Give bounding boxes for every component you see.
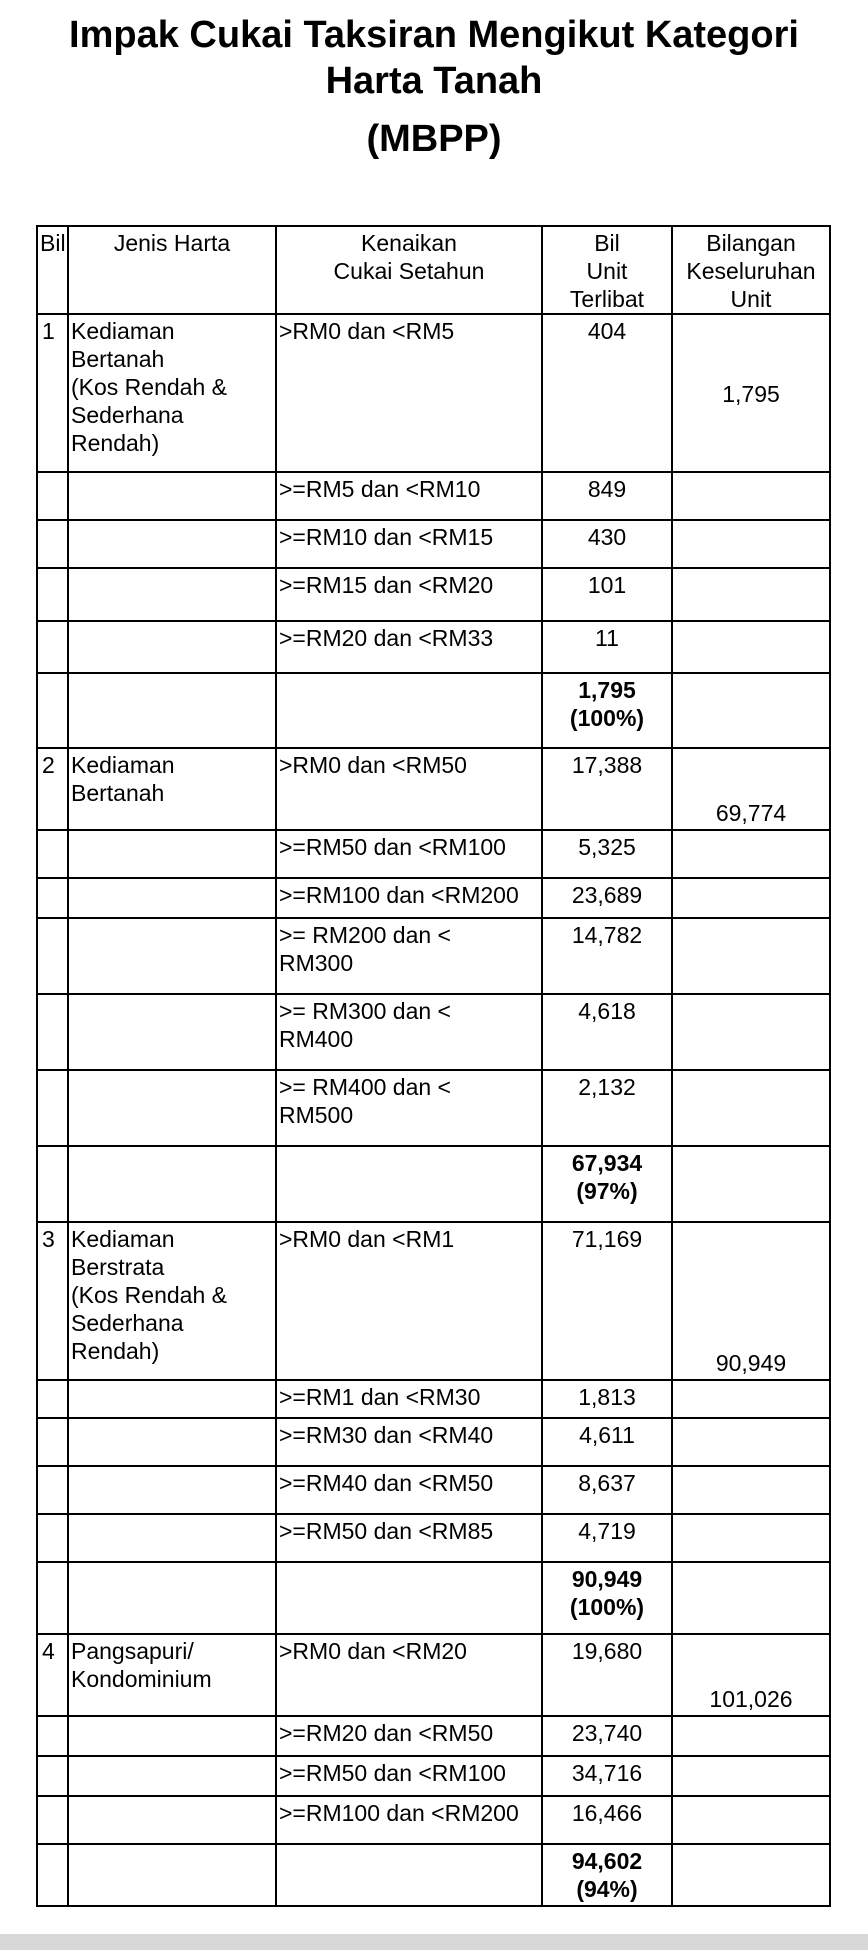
cell-bil	[37, 673, 68, 748]
subtotal-value: 90,949 (100%)	[542, 1562, 672, 1634]
cell-bil	[37, 918, 68, 994]
cell-kenaikan-cukai: >=RM10 dan <RM15	[276, 520, 542, 568]
cell-bil	[37, 1514, 68, 1562]
cell-bil-unit: 5,325	[542, 830, 672, 878]
subtotal-value: 67,934 (97%)	[542, 1146, 672, 1222]
cell-jenis-harta	[68, 1466, 276, 1514]
cell-jenis-harta: Pangsapuri/ Kondominium	[68, 1634, 276, 1716]
cell-bilangan-keseluruhan	[672, 1796, 830, 1844]
cell-bil-unit: 23,740	[542, 1716, 672, 1756]
header-row	[37, 226, 830, 314]
cell-kenaikan-cukai: >=RM15 dan <RM20	[276, 568, 542, 621]
cell-bil-unit: 19,680	[542, 1634, 672, 1716]
cell-bil: 4	[37, 1634, 68, 1716]
cell-bilangan-keseluruhan	[672, 1756, 830, 1796]
cell-jenis-harta	[68, 878, 276, 918]
cell-bil	[37, 1844, 68, 1906]
header-bilangan-keseluruhan-unit: Bilangan Keseluruhan Unit	[672, 226, 830, 314]
tax-impact-table	[36, 225, 831, 1907]
cell-kenaikan-cukai: >RM0 dan <RM20	[276, 1634, 542, 1716]
table-row	[37, 520, 830, 568]
cell-jenis-harta	[68, 918, 276, 994]
page-title-line-2: Harta Tanah	[325, 60, 543, 102]
table-row	[37, 830, 830, 878]
cell-kenaikan-cukai: >RM0 dan <RM5	[276, 314, 542, 472]
subtotal-row	[37, 1844, 830, 1906]
cell-kenaikan-cukai: >=RM50 dan <RM100	[276, 1756, 542, 1796]
cell-jenis-harta: Kediaman Bertanah (Kos Rendah & Sederhana Rendah)	[68, 314, 276, 472]
table-row	[37, 918, 830, 994]
cell-kenaikan-cukai: >= RM400 dan < RM500	[276, 1070, 542, 1146]
table-row	[37, 472, 830, 520]
cell-bil	[37, 1146, 68, 1222]
cell-jenis-harta	[68, 1514, 276, 1562]
cell-kenaikan-cukai	[276, 1146, 542, 1222]
cell-bilangan-keseluruhan	[672, 918, 830, 994]
cell-bilangan-keseluruhan	[672, 1716, 830, 1756]
cell-bil	[37, 1418, 68, 1466]
subtotal-value: 94,602 (94%)	[542, 1844, 672, 1906]
cell-bilangan-keseluruhan	[672, 472, 830, 520]
cell-bil-unit: 16,466	[542, 1796, 672, 1844]
cell-bil	[37, 520, 68, 568]
header-jenis-harta: Jenis Harta	[68, 226, 276, 314]
cell-bil-unit: 14,782	[542, 918, 672, 994]
cell-bil	[37, 1562, 68, 1634]
cell-bil	[37, 1756, 68, 1796]
cell-kenaikan-cukai: >=RM100 dan <RM200	[276, 1796, 542, 1844]
cell-jenis-harta	[68, 621, 276, 673]
header-bil: Bil	[37, 226, 68, 314]
cell-jenis-harta	[68, 673, 276, 748]
cell-jenis-harta	[68, 1756, 276, 1796]
table-row	[37, 314, 830, 472]
cell-jenis-harta	[68, 1418, 276, 1466]
cell-kenaikan-cukai	[276, 673, 542, 748]
table-row	[37, 1796, 830, 1844]
cell-bilangan-keseluruhan	[672, 568, 830, 621]
cell-bil-unit: 1,813	[542, 1380, 672, 1418]
cell-bil	[37, 830, 68, 878]
table-row	[37, 1634, 830, 1716]
table-row	[37, 621, 830, 673]
cell-bil-unit: 11	[542, 621, 672, 673]
page-footer-bar	[0, 1934, 868, 1950]
cell-bil-unit: 4,719	[542, 1514, 672, 1562]
cell-kenaikan-cukai: >RM0 dan <RM1	[276, 1222, 542, 1380]
cell-kenaikan-cukai: >=RM100 dan <RM200	[276, 878, 542, 918]
cell-kenaikan-cukai	[276, 1844, 542, 1906]
cell-bil	[37, 621, 68, 673]
cell-kenaikan-cukai: >RM0 dan <RM50	[276, 748, 542, 830]
cell-bilangan-keseluruhan	[672, 621, 830, 673]
cell-jenis-harta	[68, 994, 276, 1070]
cell-bil	[37, 994, 68, 1070]
cell-jenis-harta	[68, 1844, 276, 1906]
cell-jenis-harta	[68, 568, 276, 621]
cell-kenaikan-cukai: >=RM50 dan <RM85	[276, 1514, 542, 1562]
table-body	[37, 314, 830, 1906]
cell-jenis-harta	[68, 1716, 276, 1756]
cell-bil-unit: 404	[542, 314, 672, 472]
cell-bilangan-keseluruhan	[672, 830, 830, 878]
cell-bil-unit: 849	[542, 472, 672, 520]
cell-bil	[37, 1466, 68, 1514]
table-row	[37, 1222, 830, 1380]
cell-bil: 3	[37, 1222, 68, 1380]
cell-kenaikan-cukai: >=RM1 dan <RM30	[276, 1380, 542, 1418]
cell-bil-unit: 2,132	[542, 1070, 672, 1146]
cell-jenis-harta	[68, 1562, 276, 1634]
table-row	[37, 1716, 830, 1756]
cell-bilangan-keseluruhan	[672, 1418, 830, 1466]
cell-kenaikan-cukai: >=RM40 dan <RM50	[276, 1466, 542, 1514]
cell-bilangan-keseluruhan	[672, 1380, 830, 1418]
table-row	[37, 1380, 830, 1418]
cell-bilangan-keseluruhan: 1,795	[672, 314, 830, 472]
cell-jenis-harta: Kediaman Bertanah	[68, 748, 276, 830]
subtotal-value: 1,795 (100%)	[542, 673, 672, 748]
cell-jenis-harta: Kediaman Berstrata (Kos Rendah & Sederhana Rendah)	[68, 1222, 276, 1380]
cell-bil	[37, 472, 68, 520]
cell-bil-unit: 17,388	[542, 748, 672, 830]
cell-bil	[37, 1070, 68, 1146]
cell-jenis-harta	[68, 1380, 276, 1418]
cell-jenis-harta	[68, 830, 276, 878]
cell-bil	[37, 1716, 68, 1756]
cell-jenis-harta	[68, 1146, 276, 1222]
cell-bilangan-keseluruhan	[672, 1070, 830, 1146]
cell-bil-unit: 71,169	[542, 1222, 672, 1380]
cell-bil	[37, 878, 68, 918]
cell-bilangan-keseluruhan: 101,026	[672, 1634, 830, 1716]
subtotal-row	[37, 1146, 830, 1222]
table-row	[37, 748, 830, 830]
cell-jenis-harta	[68, 520, 276, 568]
cell-bilangan-keseluruhan: 69,774	[672, 748, 830, 830]
cell-bil: 2	[37, 748, 68, 830]
cell-bilangan-keseluruhan	[672, 673, 830, 748]
cell-kenaikan-cukai: >=RM30 dan <RM40	[276, 1418, 542, 1466]
cell-bilangan-keseluruhan	[672, 994, 830, 1070]
cell-jenis-harta	[68, 1796, 276, 1844]
cell-bilangan-keseluruhan	[672, 1844, 830, 1906]
cell-bil	[37, 1796, 68, 1844]
table-row	[37, 1514, 830, 1562]
cell-kenaikan-cukai: >= RM200 dan < RM300	[276, 918, 542, 994]
cell-kenaikan-cukai	[276, 1562, 542, 1634]
cell-bil	[37, 568, 68, 621]
cell-jenis-harta	[68, 1070, 276, 1146]
table-row	[37, 1756, 830, 1796]
cell-bil-unit: 4,611	[542, 1418, 672, 1466]
page-subtitle: (MBPP)	[366, 118, 502, 160]
cell-bilangan-keseluruhan	[672, 520, 830, 568]
cell-bilangan-keseluruhan	[672, 1466, 830, 1514]
cell-bilangan-keseluruhan	[672, 878, 830, 918]
cell-bil-unit: 430	[542, 520, 672, 568]
cell-bil: 1	[37, 314, 68, 472]
header-bil-unit-terlibat: Bil Unit Terlibat	[542, 226, 672, 314]
subtotal-row	[37, 673, 830, 748]
cell-kenaikan-cukai: >=RM20 dan <RM50	[276, 1716, 542, 1756]
cell-kenaikan-cukai: >=RM5 dan <RM10	[276, 472, 542, 520]
table-row	[37, 1418, 830, 1466]
subtotal-row	[37, 1562, 830, 1634]
cell-bil	[37, 1380, 68, 1418]
table-row	[37, 568, 830, 621]
cell-bil-unit: 101	[542, 568, 672, 621]
page-title: Impak Cukai Taksiran Mengikut Kategori	[69, 14, 799, 56]
cell-kenaikan-cukai: >=RM20 dan <RM33	[276, 621, 542, 673]
cell-bilangan-keseluruhan	[672, 1562, 830, 1634]
cell-kenaikan-cukai: >=RM50 dan <RM100	[276, 830, 542, 878]
table-row	[37, 878, 830, 918]
table-row	[37, 994, 830, 1070]
header-kenaikan-cukai: Kenaikan Cukai Setahun	[276, 226, 542, 314]
cell-bil-unit: 4,618	[542, 994, 672, 1070]
cell-bilangan-keseluruhan: 90,949	[672, 1222, 830, 1380]
table-row	[37, 1070, 830, 1146]
cell-kenaikan-cukai: >= RM300 dan < RM400	[276, 994, 542, 1070]
cell-bil-unit: 8,637	[542, 1466, 672, 1514]
table-row	[37, 1466, 830, 1514]
cell-jenis-harta	[68, 472, 276, 520]
cell-bil-unit: 34,716	[542, 1756, 672, 1796]
cell-bilangan-keseluruhan	[672, 1146, 830, 1222]
cell-bil-unit: 23,689	[542, 878, 672, 918]
cell-bilangan-keseluruhan	[672, 1514, 830, 1562]
